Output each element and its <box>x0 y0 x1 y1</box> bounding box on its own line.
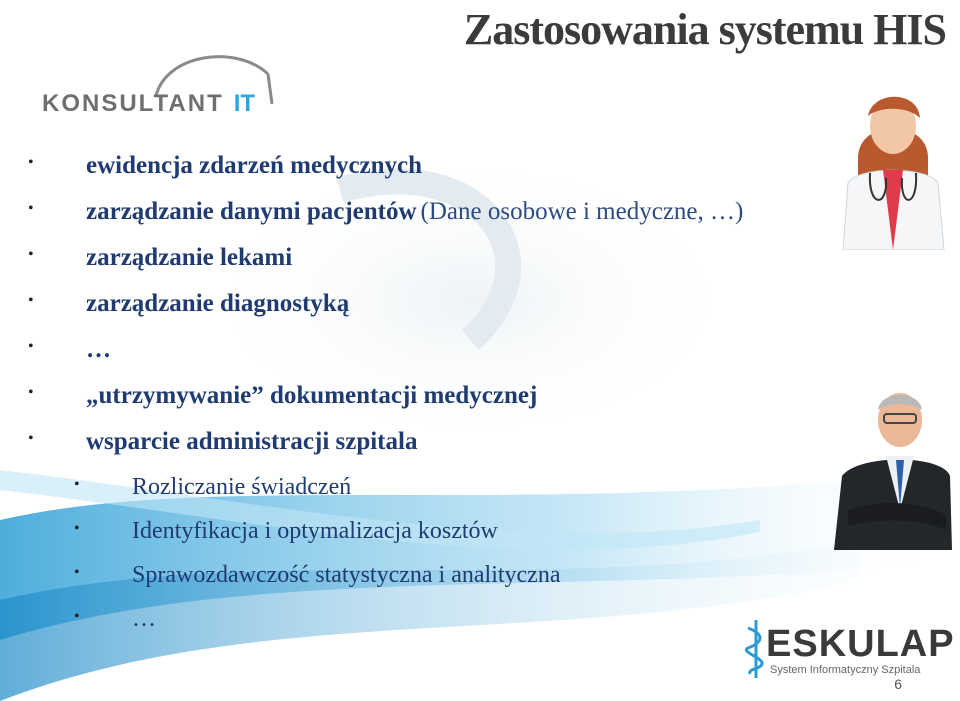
bullet-dot-icon: • <box>28 338 34 355</box>
bullet-item: • wsparcie administracji szpitala <box>28 428 418 455</box>
bullet-dot-icon: • <box>74 564 80 581</box>
bullet-item: • ewidencja zdarzeń medycznych <box>28 152 423 179</box>
bullet-item: • zarządzanie lekami <box>28 244 293 271</box>
bullet-dot-icon: • <box>74 608 80 625</box>
bullet-dot-icon: • <box>28 384 34 401</box>
logo-konsultant-text: KONSULTANT <box>42 90 224 117</box>
konsultant-it-logo <box>36 34 326 119</box>
slide-title: Zastosowania systemu HIS <box>463 5 946 54</box>
bullet-dot-icon: • <box>28 246 34 263</box>
bullet-dot-icon: • <box>74 520 80 537</box>
female-doctor-photo <box>838 78 948 250</box>
sub-bullet-item: • Identyfikacja i optymalizacja kosztów <box>74 518 498 544</box>
bullet-dot-icon: • <box>28 200 34 217</box>
sub-bullet-item: • Sprawozdawczość statystyczna i analityczna <box>74 562 561 588</box>
eskulap-name: ESKULAP <box>766 623 955 665</box>
male-doctor-photo <box>828 380 952 550</box>
bullet-item: • „utrzymywanie” dokumentacji medycznej <box>28 382 538 409</box>
bullet-dot-icon: • <box>74 476 80 493</box>
page-number: 6 <box>894 676 902 692</box>
bullet-item: • zarządzanie diagnostyką <box>28 290 350 317</box>
bullet-item: • … <box>28 336 111 363</box>
bullet-dot-icon: • <box>28 292 34 309</box>
sub-bullet-item: • Rozliczanie świadczeń <box>74 474 352 500</box>
bullet-item: • zarządzanie danymi pacjentów (Dane osobowe i medyczne, …) <box>28 198 744 225</box>
sub-bullet-item: • … <box>74 606 156 632</box>
bullet-dot-icon: • <box>28 430 34 447</box>
bullet-dot-icon: • <box>28 154 34 171</box>
eskulap-tagline: System Informatyczny Szpitala <box>770 664 921 676</box>
logo-it-text: IT <box>233 90 256 117</box>
